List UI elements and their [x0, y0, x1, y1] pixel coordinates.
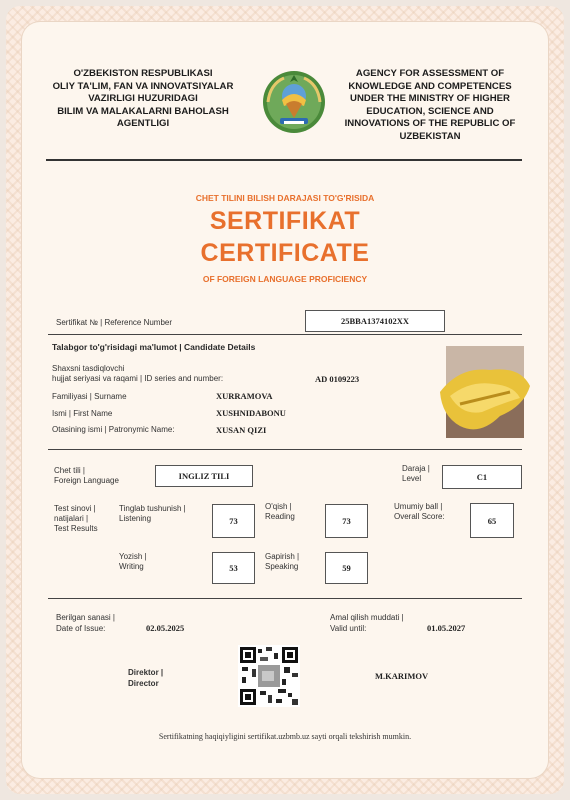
language-value-box: INGLIZ TILI	[155, 465, 253, 487]
header-right-line: AGENCY FOR ASSESSMENT OF	[355, 68, 505, 79]
director-label-line1: Direktor |	[128, 668, 164, 677]
header-left	[38, 68, 248, 131]
issue-date-label-line1: Berilgan sanasi |	[56, 613, 115, 622]
header-right-line: EDUCATION, SCIENCE AND	[366, 105, 494, 117]
id-label-line2: hujjat seriyasi va raqami | ID series and number:	[52, 374, 224, 383]
header-left-line: VAZIRLIGI HUZURIDAGI	[88, 93, 198, 104]
writing-label-line2: Writing	[119, 562, 144, 571]
candidate-photo	[440, 346, 530, 438]
speaking-label-line2: Speaking	[265, 562, 299, 571]
overall-label-line2: Overall Score:	[394, 512, 445, 521]
header-left-line: OLIY TA'LIM, FAN VA INNOVATSIYALAR	[52, 80, 234, 92]
surname-label: Familiyasi | Surname	[52, 392, 127, 401]
speaking-label-line1: Gapirish |	[265, 552, 300, 561]
id-value: AD 0109223	[315, 374, 360, 384]
language-label-line1: Chet tili |	[54, 466, 85, 475]
verification-footer: Sertifikatning haqiqiyligini sertifikat.uzbmb.uz sayti orqali tekshirish mumkin.	[158, 732, 412, 741]
results-label-line2: natijalari |	[54, 514, 89, 523]
patronymic-label: Otasining ismi | Patronymic Name:	[52, 425, 175, 434]
overall-label-line1: Umumiy ball |	[394, 502, 443, 511]
valid-until-value: 01.05.2027	[427, 623, 466, 633]
header-left-line: AGENTLIGI	[116, 118, 170, 129]
director-name: M.KARIMOV	[375, 671, 429, 681]
speaking-score-box: 59	[325, 552, 368, 584]
level-value-box: C1	[442, 465, 522, 489]
results-label-line1: Test sinovi |	[54, 504, 96, 513]
overall-score-box: 65	[470, 503, 514, 538]
reading-label-line1: O'qish |	[265, 502, 292, 511]
candidate-section-title: Talabgor to'g'risidagi ma'lumot | Candidate Details	[52, 342, 256, 352]
director-label-line2: Director	[128, 679, 159, 688]
header-right-line: UZBEKISTAN	[399, 130, 461, 142]
valid-until-label-line2: Valid until:	[330, 624, 367, 633]
certificate-title-en: CERTIFICATE	[200, 239, 370, 267]
reference-divider	[48, 334, 522, 335]
listening-score-box: 73	[212, 504, 255, 538]
header-divider	[46, 159, 522, 161]
results-divider	[48, 598, 522, 599]
header-right-line: INNOVATIONS OF THE REPUBLIC OF	[344, 118, 516, 129]
listening-label-line1: Tinglab tushunish |	[119, 504, 186, 513]
results-label-line3: Test Results	[54, 524, 98, 533]
writing-label-line1: Yozish |	[119, 552, 147, 561]
header-left-line: BILIM VA MALAKALARNI BAHOLASH	[57, 105, 229, 117]
reference-number-box: 25BBA1374102XX	[305, 310, 445, 332]
valid-until-label-line1: Amal qilish muddati |	[330, 613, 404, 622]
qr-code[interactable]	[238, 645, 300, 707]
patronymic-value: XUSAN QIZI	[216, 425, 267, 435]
level-label-line1: Daraja |	[402, 464, 430, 473]
listening-label-line2: Listening	[119, 514, 152, 523]
reading-label-line2: Reading	[265, 512, 295, 521]
certificate-subtitle: OF FOREIGN LANGUAGE PROFICIENCY	[202, 274, 368, 284]
reading-score-box: 73	[325, 504, 368, 538]
header-right-line: UNDER THE MINISTRY OF HIGHER	[350, 93, 510, 104]
certificate-supertitle: CHET TILINI BILISH DARAJASI TO'G'RISIDA	[195, 193, 375, 203]
id-label-line1: Shaxsni tasdiqlovchi	[52, 364, 125, 373]
header-right	[330, 68, 530, 143]
first-name-label: Ismi | First Name	[52, 409, 113, 418]
level-label-line2: Level	[402, 474, 422, 483]
issue-date-value: 02.05.2025	[146, 623, 185, 633]
certificate-title-uz: SERTIFIKAT	[209, 207, 361, 235]
surname-value: XURRAMOVA	[216, 391, 273, 401]
writing-score-box: 53	[212, 552, 255, 584]
first-name-value: XUSHNIDABONU	[216, 408, 286, 418]
reference-number-label: Sertifikat № | Reference Number	[56, 318, 173, 327]
language-label-line2: Foreign Language	[54, 476, 119, 485]
issue-date-label-line2: Date of Issue:	[56, 624, 106, 633]
candidate-divider	[48, 449, 522, 450]
header-left-line: O'ZBEKISTON RESPUBLIKASI	[73, 68, 213, 79]
header-right-line: KNOWLEDGE AND COMPETENCES	[348, 80, 512, 92]
state-emblem-icon	[260, 66, 328, 138]
